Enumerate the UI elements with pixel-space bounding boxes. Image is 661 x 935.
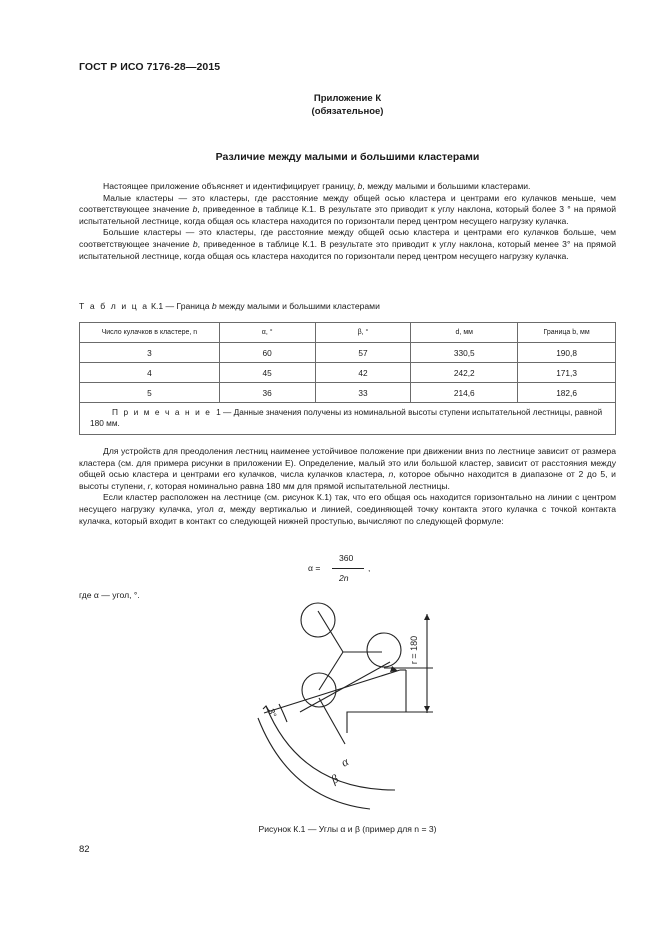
contact-line <box>300 662 390 712</box>
label-3-degrees: 3° <box>266 707 279 719</box>
table-header-cell: β, ° <box>315 323 411 343</box>
beta-arc <box>258 718 370 809</box>
table-cell: 330,5 <box>411 343 518 363</box>
section-title: Различие между малыми и большими кластерами <box>215 151 480 163</box>
contact-line <box>264 670 400 713</box>
table-note: П р и м е ч а н и е 1 — Данные значения получены из номинальной высоты ступени испытательной лестницы, равной 180 мм. <box>80 403 616 435</box>
arrow-head <box>424 614 430 620</box>
cluster-wheel <box>301 603 335 637</box>
table-cell: 4 <box>80 363 220 383</box>
body-paragraph-2: Если кластер расположен на лестнице (см. рисунок К.1) так, что его общая ось находится горизонтально на линии с центром несущего нагрузку кулачка, угол α, между вертикалью и линией, соединяющей точку контакта этого кулачка с точкой контакта кулачка, который входит в контакт со следующей нижней проступью, вычисляют по следующей формуле: <box>79 492 616 526</box>
label-beta: β <box>328 771 341 787</box>
formula-lhs: α = <box>308 563 321 573</box>
table-cell: 45 <box>219 363 315 383</box>
table-cell: 171,3 <box>518 363 616 383</box>
table-cell: 60 <box>219 343 315 363</box>
formula-numerator: 360 <box>339 553 354 563</box>
table-header-cell: Граница b, мм <box>518 323 616 343</box>
table-cell: 3 <box>80 343 220 363</box>
annex-title: Приложение К <box>313 93 382 104</box>
table-cell: 242,2 <box>411 363 518 383</box>
table-cell: 36 <box>219 383 315 403</box>
formula-denominator: 2n <box>339 573 349 583</box>
formula-where-clause: где α — угол, °. <box>79 590 140 600</box>
arrow-head <box>424 706 430 712</box>
cluster-arm <box>319 652 343 690</box>
page-number: 82 <box>79 844 90 855</box>
table-cell: 33 <box>315 383 411 403</box>
table-cell: 5 <box>80 383 220 403</box>
body-paragraph-1: Для устройств для преодоления лестниц наименее устойчивое положение при движении вниз по лестнице зависит от размера кластера (см. для примера рисунки в приложении Е). Определение, малый это или большой кластер, зависит от расстояния между общей осью кластера и центрами его кулачков, числа кулачков кластера, n, которое обычно находится в диапазоне от 2 до 5, и высоты ступени, r, которая номинально равна 180 мм для прямой испытательной лестницы. <box>79 446 616 491</box>
table-caption: Т а б л и ц а К.1 — Граница b между малыми и большими кластерами <box>79 301 380 311</box>
formula-comma: , <box>368 563 371 573</box>
vertical-reference-line <box>319 698 345 744</box>
intro-paragraph-3: Большие кластеры — это кластеры, где расстояние между общей осью кластера и центрами его кулачков больше, чем соответствующее значение b, приведенное в таблице К.1. В результате это приводит к углу наклона, который менее 3° на прямой испытательной лестнице, когда общая ось кластера находится по горизонтали перед центром несущего нагрузку кулачка. <box>79 227 616 261</box>
table-cell: 214,6 <box>411 383 518 403</box>
stair-profile <box>347 670 406 733</box>
table-cell: 42 <box>315 363 411 383</box>
figure-caption: Рисунок К.1 — Углы α и β (пример для n = 3) <box>258 824 437 834</box>
label-alpha: α <box>338 754 351 770</box>
table-header-cell: d, мм <box>411 323 518 343</box>
annex-status: (обязательное) <box>311 106 384 117</box>
table-cell: 190,8 <box>518 343 616 363</box>
table-cell: 182,6 <box>518 383 616 403</box>
intro-paragraph-1: Настоящее приложение объясняет и идентифицирует границу, b, между малыми и большими кластерами. <box>103 181 531 191</box>
table-cell: 57 <box>315 343 411 363</box>
cluster-wheel <box>367 633 401 667</box>
intro-paragraph-2: Малые кластеры — это кластеры, где расстояние между общей осью кластера и центрами его кулачков меньше, чем соответствующее значение b, приведенное в таблице К.1. В результате это приводит к углу наклона, который более 3 ° на прямой испытательной лестнице, когда общая ось кластера находится по горизонтали перед центром несущего нагрузку кулачка. <box>79 192 616 226</box>
table-header-cell: α, ° <box>219 323 315 343</box>
label-r-180: r = 180 <box>409 635 419 665</box>
arrow-head <box>390 666 398 672</box>
table-header-cell: Число кулачков в кластере, n <box>80 323 220 343</box>
document-header: ГОСТ Р ИСО 7176-28—2015 <box>79 61 221 73</box>
